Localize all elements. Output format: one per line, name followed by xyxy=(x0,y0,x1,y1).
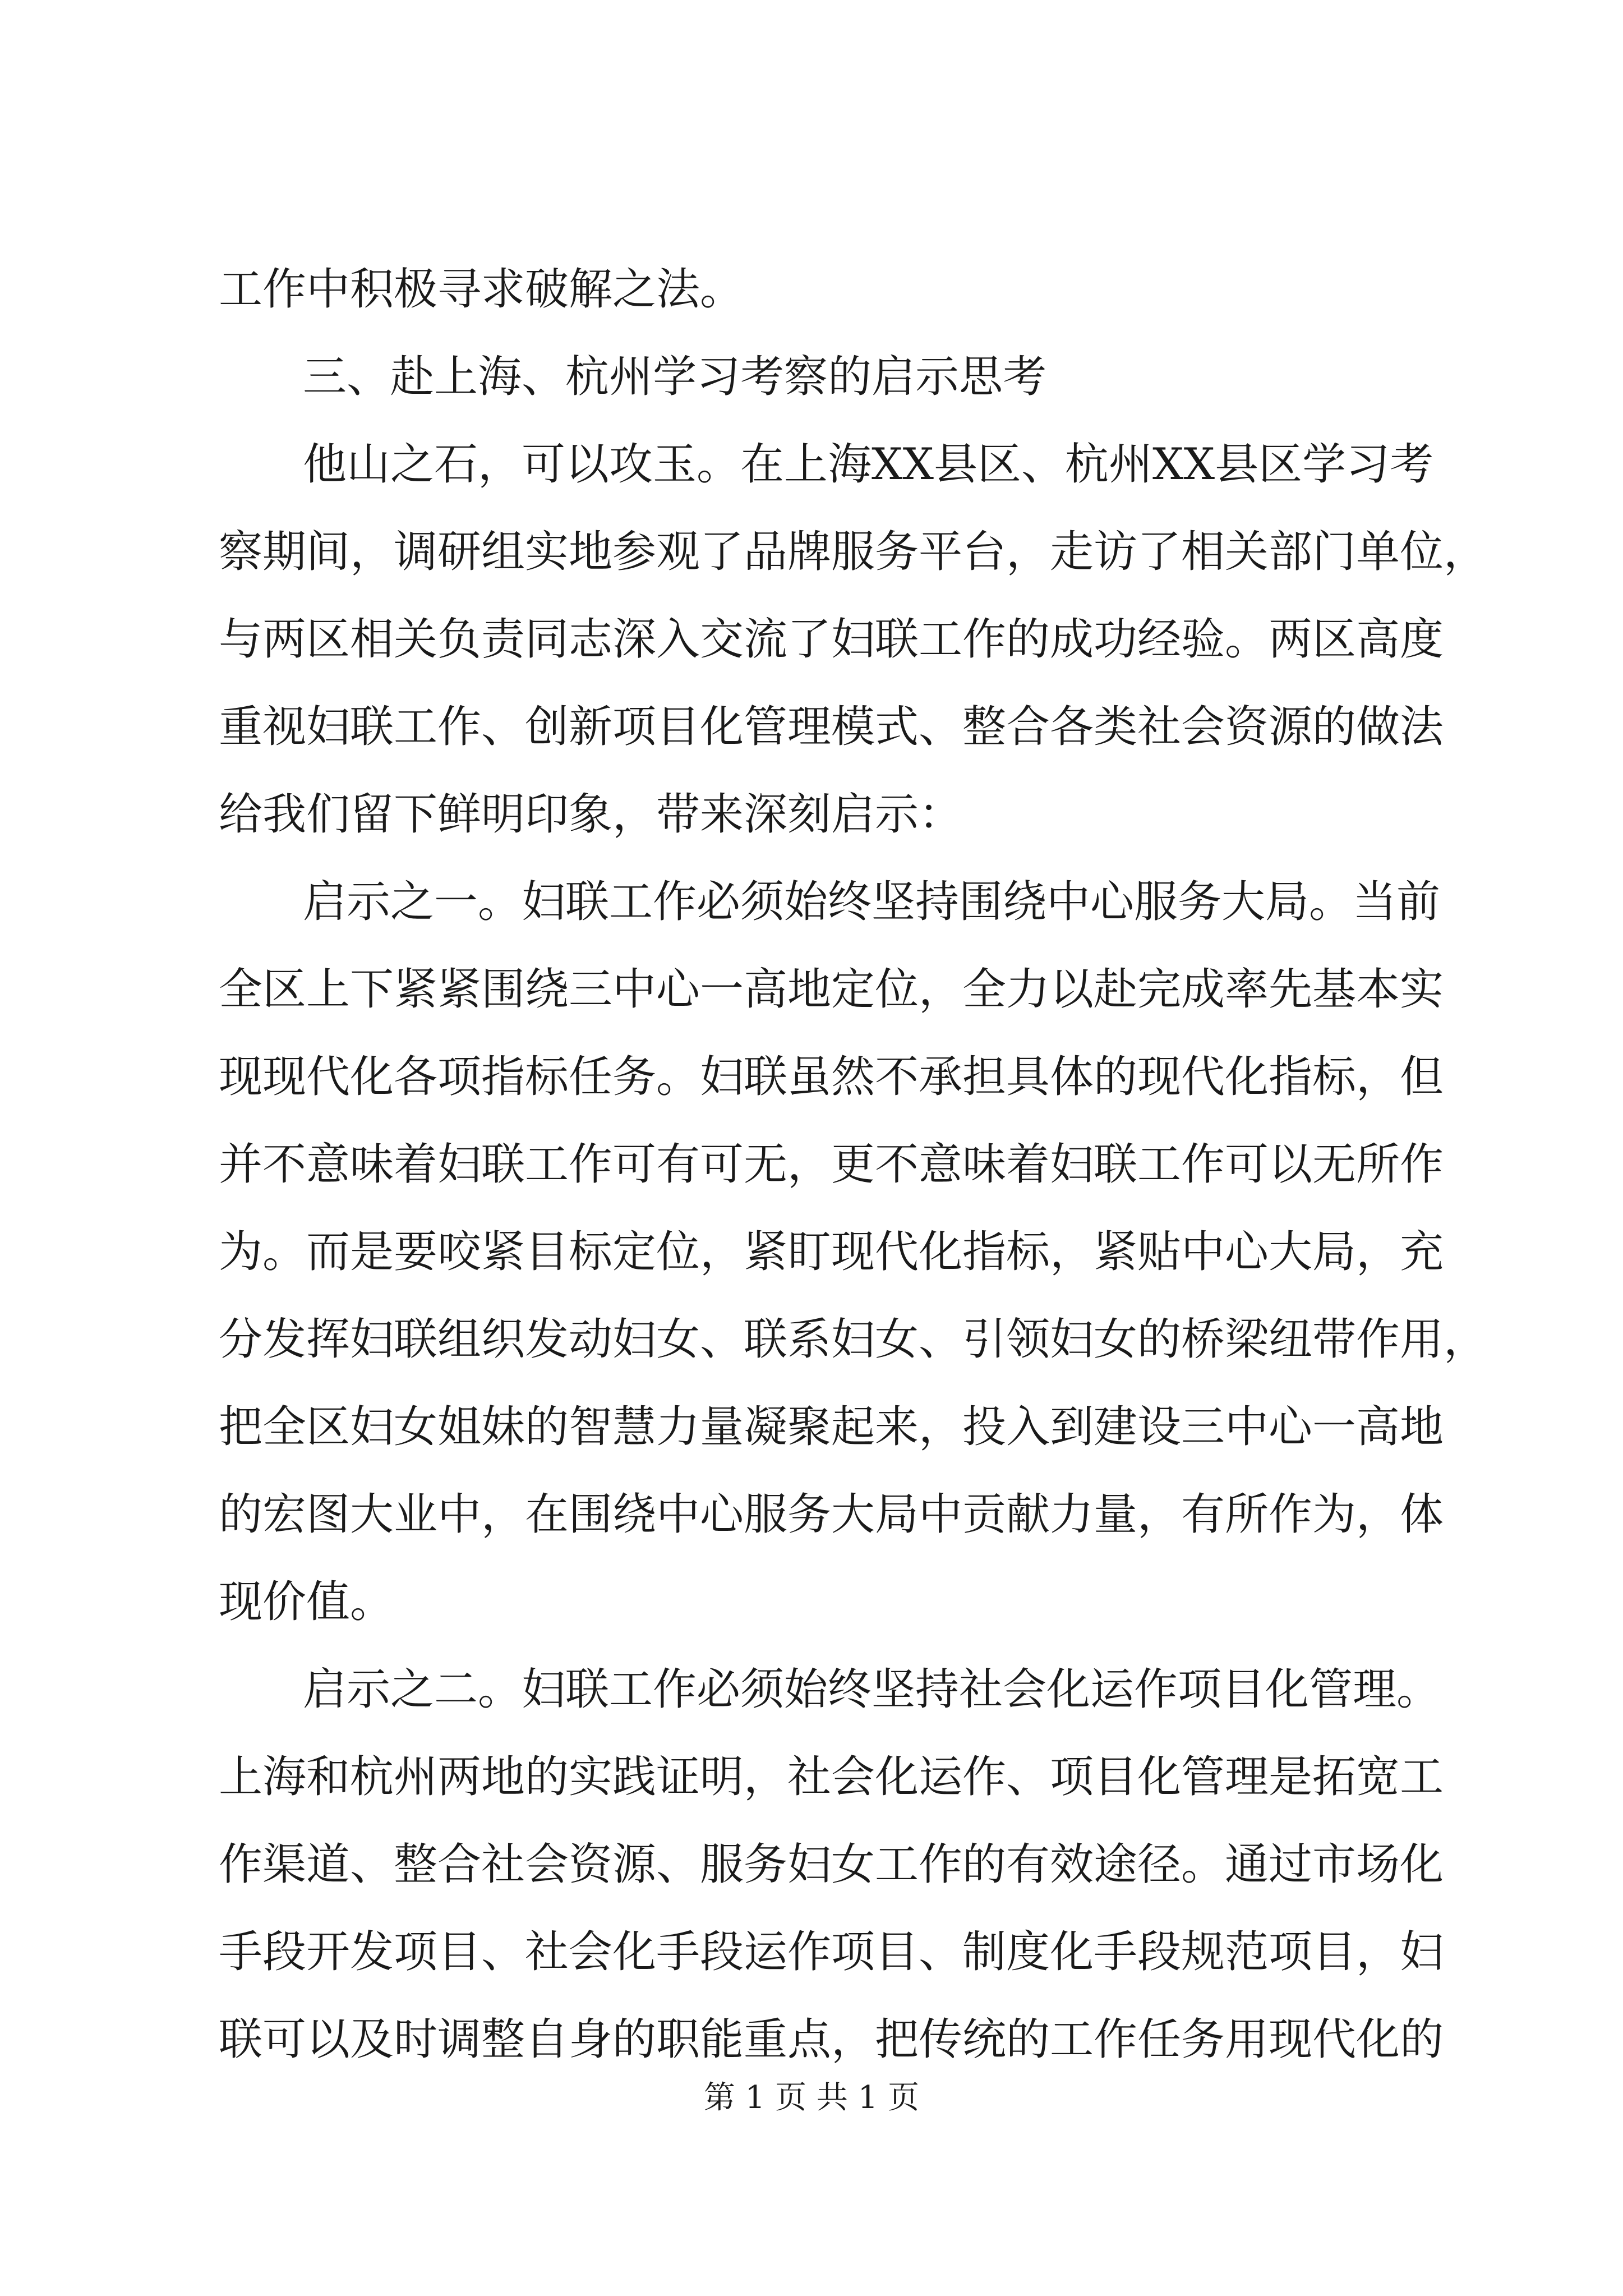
text-line: 他山之石，可以攻玉。在上海XX县区、杭州XX县区学习考 xyxy=(303,439,1434,490)
text-line: 全区上下紧紧围绕三中心一高地定位，全力以赴完成率先基本实 xyxy=(219,964,1444,1015)
text-line: 给我们留下鲜明印象，带来深刻启示： xyxy=(219,789,963,840)
text-line: 现现代化各项指标任务。妇联虽然不承担具体的现代化指标，但 xyxy=(219,1052,1444,1102)
text-line: 为。而是要咬紧目标定位，紧盯现代化指标，紧贴中心大局，充 xyxy=(219,1227,1444,1277)
text-line: 启示之二。妇联工作必须始终坚持社会化运作项目化管理。 xyxy=(303,1664,1441,1715)
text-line: 察期间，调研组实地参观了品牌服务平台，走访了相关部门单位， xyxy=(219,527,1488,577)
text-line: 作渠道、整合社会资源、服务妇女工作的有效途径。通过市场化 xyxy=(219,1839,1444,1890)
text-line: 把全区妇女姐妹的智慧力量凝聚起来，投入到建设三中心一高地 xyxy=(219,1402,1444,1452)
page-number-footer: 第 1 页 共 1 页 xyxy=(703,2079,920,2116)
text-line: 分发挥妇联组织发动妇女、联系妇女、引领妇女的桥梁纽带作用， xyxy=(219,1314,1488,1365)
text-line: 的宏图大业中，在围绕中心服务大局中贡献力量，有所作为，体 xyxy=(219,1489,1444,1540)
section-heading: 三、赴上海、杭州学习考察的启示思考 xyxy=(303,352,1047,402)
document-body xyxy=(219,246,1488,2083)
text-line: 启示之一。妇联工作必须始终坚持围绕中心服务大局。当前 xyxy=(303,877,1441,927)
text-line: 工作中积极寻求破解之法。 xyxy=(219,264,744,315)
text-line: 联可以及时调整自身的职能重点，把传统的工作任务用现代化的 xyxy=(219,2014,1444,2065)
text-line: 上海和杭州两地的实践证明，社会化运作、项目化管理是拓宽工 xyxy=(219,1752,1444,1802)
text-line: 手段开发项目、社会化手段运作项目、制度化手段规范项目，妇 xyxy=(219,1927,1444,1977)
text-line: 与两区相关负责同志深入交流了妇联工作的成功经验。两区高度 xyxy=(219,614,1444,665)
text-line: 重视妇联工作、创新项目化管理模式、整合各类社会资源的做法 xyxy=(219,702,1444,752)
text-line: 现价值。 xyxy=(219,1577,394,1627)
text-line: 并不意味着妇联工作可有可无，更不意味着妇联工作可以无所作 xyxy=(219,1139,1444,1190)
